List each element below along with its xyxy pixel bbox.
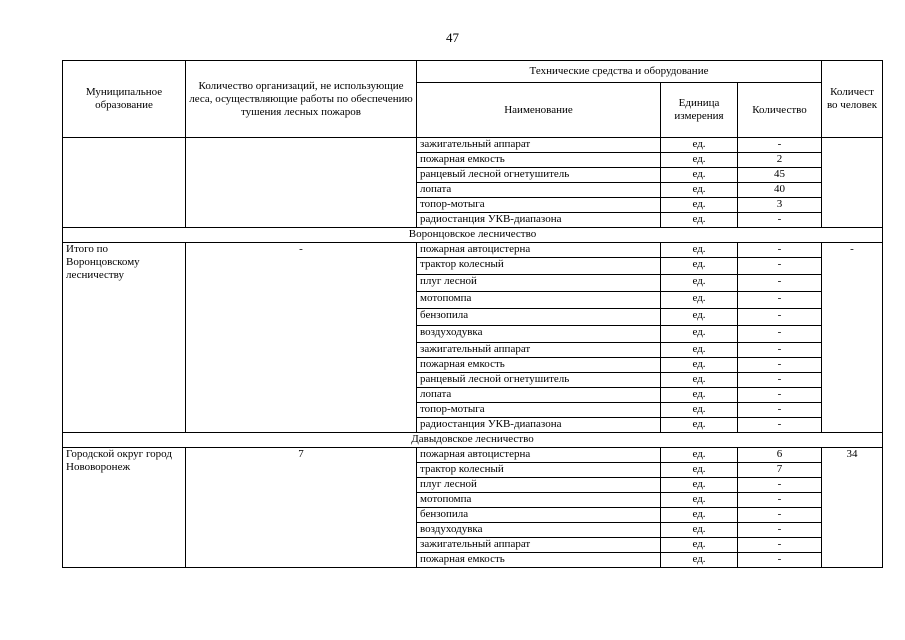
equipment-unit: ед. — [661, 138, 738, 153]
equipment-quantity: - — [738, 538, 822, 553]
table-row — [63, 138, 883, 153]
fire-equipment-table — [62, 60, 883, 568]
equipment-name: лопата — [417, 183, 661, 198]
org-count-cell: 7 — [186, 448, 417, 568]
equipment-name: зажигательный аппарат — [417, 343, 661, 358]
header-quantity: Количество — [738, 83, 822, 138]
equipment-quantity: - — [738, 388, 822, 403]
equipment-quantity: - — [738, 326, 822, 343]
equipment-quantity: - — [738, 478, 822, 493]
equipment-quantity: - — [738, 523, 822, 538]
equipment-quantity: - — [738, 275, 822, 292]
equipment-name: мотопомпа — [417, 292, 661, 309]
equipment-name: воздуходувка — [417, 326, 661, 343]
equipment-unit: ед. — [661, 448, 738, 463]
equipment-quantity: - — [738, 358, 822, 373]
equipment-quantity: 45 — [738, 168, 822, 183]
header-municipality: Муниципальное образование — [63, 61, 186, 138]
municipality-cell: Городской округ город Нововоронеж — [63, 448, 186, 568]
equipment-unit: ед. — [661, 403, 738, 418]
equipment-name: мотопомпа — [417, 493, 661, 508]
people-cell — [822, 138, 883, 228]
page-number: 47 — [446, 30, 459, 45]
equipment-name: трактор колесный — [417, 258, 661, 275]
header-name: Наименование — [417, 83, 661, 138]
municipality-cell: Итого по Воронцовскому лесничеству — [63, 243, 186, 433]
equipment-quantity: - — [738, 258, 822, 275]
equipment-unit: ед. — [661, 523, 738, 538]
equipment-name: радиостанция УКВ-диапазона — [417, 418, 661, 433]
equipment-unit: ед. — [661, 463, 738, 478]
table-row — [63, 448, 883, 463]
equipment-unit: ед. — [661, 388, 738, 403]
equipment-quantity: - — [738, 243, 822, 258]
municipality-cell — [63, 138, 186, 228]
equipment-quantity: - — [738, 403, 822, 418]
equipment-quantity: - — [738, 292, 822, 309]
equipment-name: бензопила — [417, 309, 661, 326]
equipment-unit: ед. — [661, 243, 738, 258]
people-cell: 34 — [822, 448, 883, 568]
equipment-unit: ед. — [661, 418, 738, 433]
table-row — [63, 243, 883, 258]
equipment-name: пожарная автоцистерна — [417, 448, 661, 463]
equipment-quantity: - — [738, 508, 822, 523]
equipment-name: топор-мотыга — [417, 198, 661, 213]
equipment-unit: ед. — [661, 508, 738, 523]
equipment-quantity: 3 — [738, 198, 822, 213]
equipment-quantity: 6 — [738, 448, 822, 463]
equipment-unit: ед. — [661, 275, 738, 292]
header-people: Количест во человек — [822, 61, 883, 138]
equipment-name: трактор колесный — [417, 463, 661, 478]
org-count-cell: - — [186, 243, 417, 433]
equipment-name: ранцевый лесной огнетушитель — [417, 168, 661, 183]
section-row — [63, 433, 883, 448]
equipment-unit: ед. — [661, 198, 738, 213]
equipment-name: плуг лесной — [417, 275, 661, 292]
header-unit: Единица измерения — [661, 83, 738, 138]
equipment-quantity: 40 — [738, 183, 822, 198]
section-title: Давыдовское лесничество — [63, 433, 883, 448]
equipment-quantity: - — [738, 373, 822, 388]
equipment-name: пожарная автоцистерна — [417, 243, 661, 258]
equipment-name: лопата — [417, 388, 661, 403]
equipment-quantity: - — [738, 493, 822, 508]
equipment-unit: ед. — [661, 183, 738, 198]
equipment-unit: ед. — [661, 309, 738, 326]
equipment-name: пожарная емкость — [417, 153, 661, 168]
header-tech-group: Технические средства и оборудование — [417, 61, 822, 83]
equipment-name: плуг лесной — [417, 478, 661, 493]
org-count-cell — [186, 138, 417, 228]
equipment-unit: ед. — [661, 373, 738, 388]
equipment-unit: ед. — [661, 292, 738, 309]
equipment-name: пожарная емкость — [417, 358, 661, 373]
equipment-unit: ед. — [661, 153, 738, 168]
equipment-name: радиостанция УКВ-диапазона — [417, 213, 661, 228]
equipment-quantity: - — [738, 309, 822, 326]
equipment-unit: ед. — [661, 343, 738, 358]
equipment-unit: ед. — [661, 213, 738, 228]
equipment-unit: ед. — [661, 493, 738, 508]
equipment-quantity: 2 — [738, 153, 822, 168]
equipment-name: пожарная емкость — [417, 553, 661, 568]
equipment-unit: ед. — [661, 553, 738, 568]
equipment-unit: ед. — [661, 538, 738, 553]
equipment-unit: ед. — [661, 326, 738, 343]
header-org-count: Количество организаций, не использующие леса, осуществляющие работы по обеспечению тушения лесных пожаров — [186, 61, 417, 138]
section-row — [63, 228, 883, 243]
equipment-quantity: - — [738, 138, 822, 153]
equipment-name: воздуходувка — [417, 523, 661, 538]
equipment-name: зажигательный аппарат — [417, 538, 661, 553]
equipment-name: ранцевый лесной огнетушитель — [417, 373, 661, 388]
equipment-name: бензопила — [417, 508, 661, 523]
equipment-unit: ед. — [661, 358, 738, 373]
equipment-unit: ед. — [661, 258, 738, 275]
equipment-quantity: - — [738, 418, 822, 433]
equipment-quantity: - — [738, 553, 822, 568]
section-title: Воронцовское лесничество — [63, 228, 883, 243]
equipment-name: зажигательный аппарат — [417, 138, 661, 153]
equipment-unit: ед. — [661, 168, 738, 183]
equipment-quantity: - — [738, 343, 822, 358]
equipment-name: топор-мотыга — [417, 403, 661, 418]
people-cell: - — [822, 243, 883, 433]
equipment-quantity: - — [738, 213, 822, 228]
equipment-unit: ед. — [661, 478, 738, 493]
equipment-quantity: 7 — [738, 463, 822, 478]
